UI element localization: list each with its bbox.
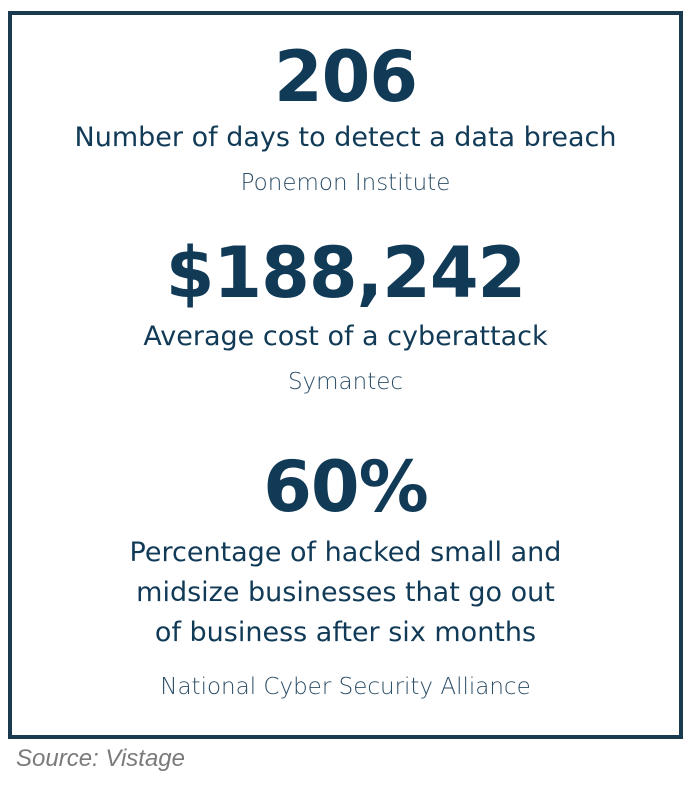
stat-description-cost: Average cost of a cyberattack xyxy=(143,321,548,352)
stat-description-days: Number of days to detect a data breach xyxy=(74,122,617,153)
stat-value-days: 206 xyxy=(273,36,418,118)
stat-description-line: of business after six months xyxy=(154,617,537,648)
stat-source-ponemon: Ponemon Institute xyxy=(240,170,451,196)
stat-value-percentage: 60% xyxy=(263,446,428,528)
stat-description-percentage xyxy=(12,533,679,653)
stat-description-line: midsize businesses that go out xyxy=(136,577,555,608)
stat-source-symantec: Symantec xyxy=(287,369,404,395)
stat-description-line: Percentage of hacked small and xyxy=(129,537,562,568)
stats-card xyxy=(8,11,683,739)
stat-value-cost: $188,242 xyxy=(165,232,526,314)
stat-source-ncsa: National Cyber Security Alliance xyxy=(160,674,531,700)
source-caption: Source: Vistage xyxy=(16,745,185,772)
